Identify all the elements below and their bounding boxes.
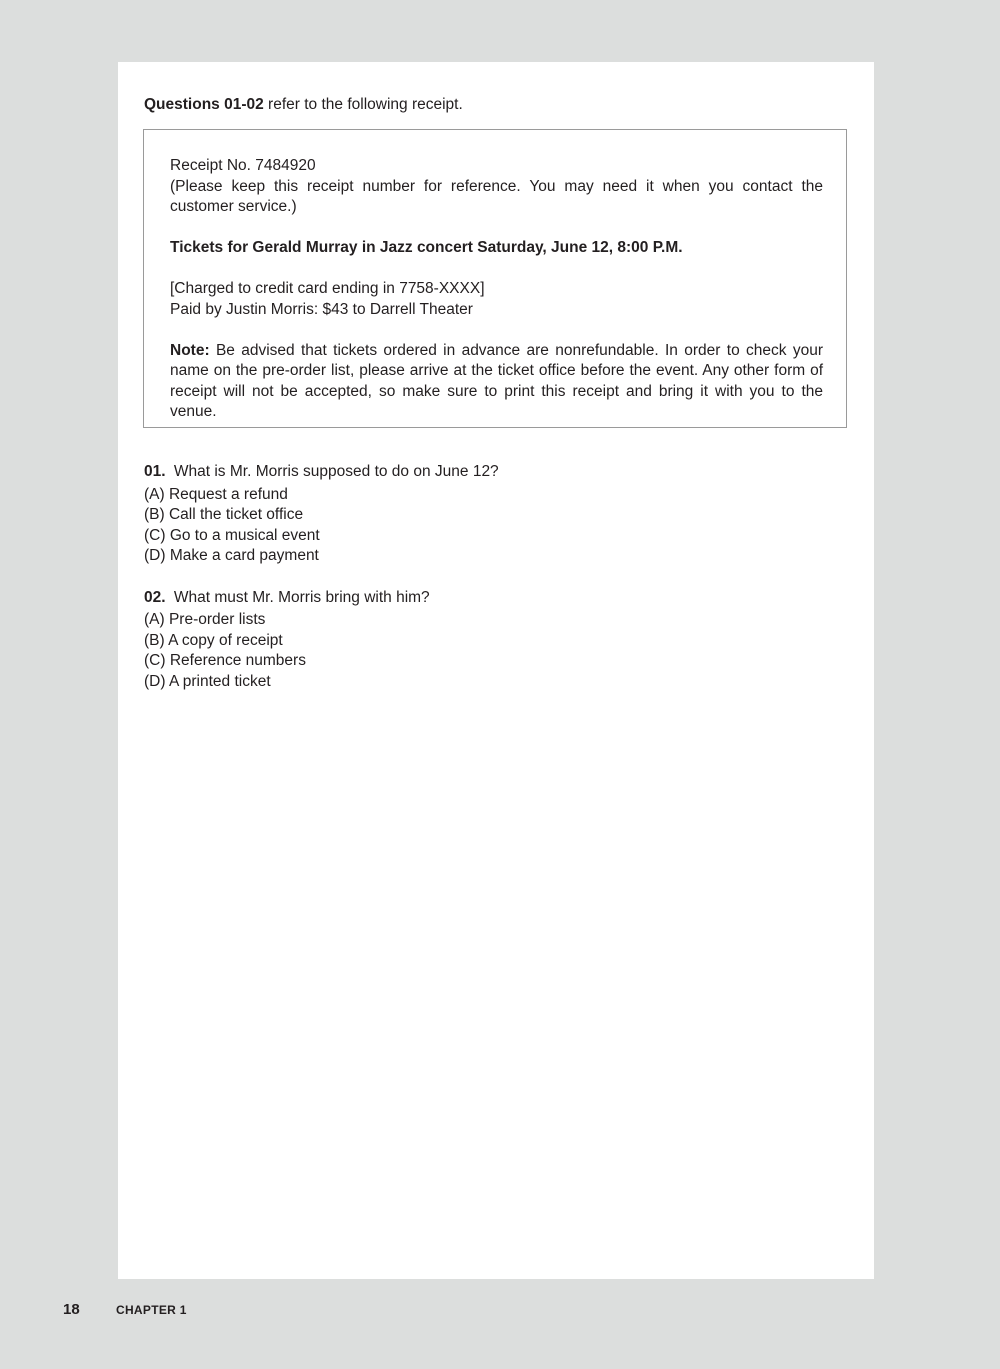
receipt-reference-note: (Please keep this receipt number for reference. You may need it when you contact the customer service.) xyxy=(170,177,823,215)
answer-option[interactable]: (C) Go to a musical event xyxy=(144,526,320,544)
answer-option[interactable]: (A) Request a refund xyxy=(144,485,288,503)
answer-option[interactable]: (D) Make a card payment xyxy=(144,547,319,564)
question-number: 01. xyxy=(144,463,166,480)
question-block xyxy=(144,462,499,567)
answer-option[interactable]: (B) A copy of receipt xyxy=(144,631,283,649)
receipt-title: Tickets for Gerald Murray in Jazz concert Saturday, June 12, 8:00 P.M. xyxy=(170,239,683,256)
question-text: What is Mr. Morris supposed to do on June 12? xyxy=(173,463,499,480)
receipt-note-text: Be advised that tickets ordered in advance are nonrefundable. In order to check your name on the pre-order list, please arrive at the ticket office before the event. Any other form of receipt will not be accepted, so make sure to print this receipt and bring it with you to the venue. xyxy=(170,341,823,420)
receipt-box xyxy=(143,129,847,428)
questions-section xyxy=(144,462,499,692)
page-sheet xyxy=(118,62,874,1279)
question-text: What must Mr. Morris bring with him? xyxy=(173,588,430,606)
section-intro xyxy=(144,95,463,115)
question-number: 02. xyxy=(144,588,166,606)
receipt-note-label: Note: xyxy=(170,341,210,359)
intro-question-range: Questions 01-02 xyxy=(144,96,264,113)
receipt-content xyxy=(170,156,823,423)
answer-option[interactable]: (B) Call the ticket office xyxy=(144,506,304,523)
answer-option[interactable]: (D) A printed ticket xyxy=(144,672,271,690)
page-number: 18 xyxy=(63,1301,80,1318)
question-stem xyxy=(144,588,499,609)
receipt-paid: Paid by Justin Morris: $43 to Darrell Theater xyxy=(170,300,473,318)
receipt-note xyxy=(170,341,823,423)
intro-text: refer to the following receipt. xyxy=(263,96,463,113)
answer-option[interactable]: (C) Reference numbers xyxy=(144,652,306,669)
question-block xyxy=(144,588,499,693)
receipt-charged: [Charged to credit card ending in 7758-XXXX] xyxy=(170,280,485,297)
question-stem xyxy=(144,462,499,483)
answer-option[interactable]: (A) Pre-order lists xyxy=(144,611,266,628)
receipt-number: Receipt No. 7484920 xyxy=(170,157,316,174)
chapter-label: CHAPTER 1 xyxy=(116,1303,187,1317)
